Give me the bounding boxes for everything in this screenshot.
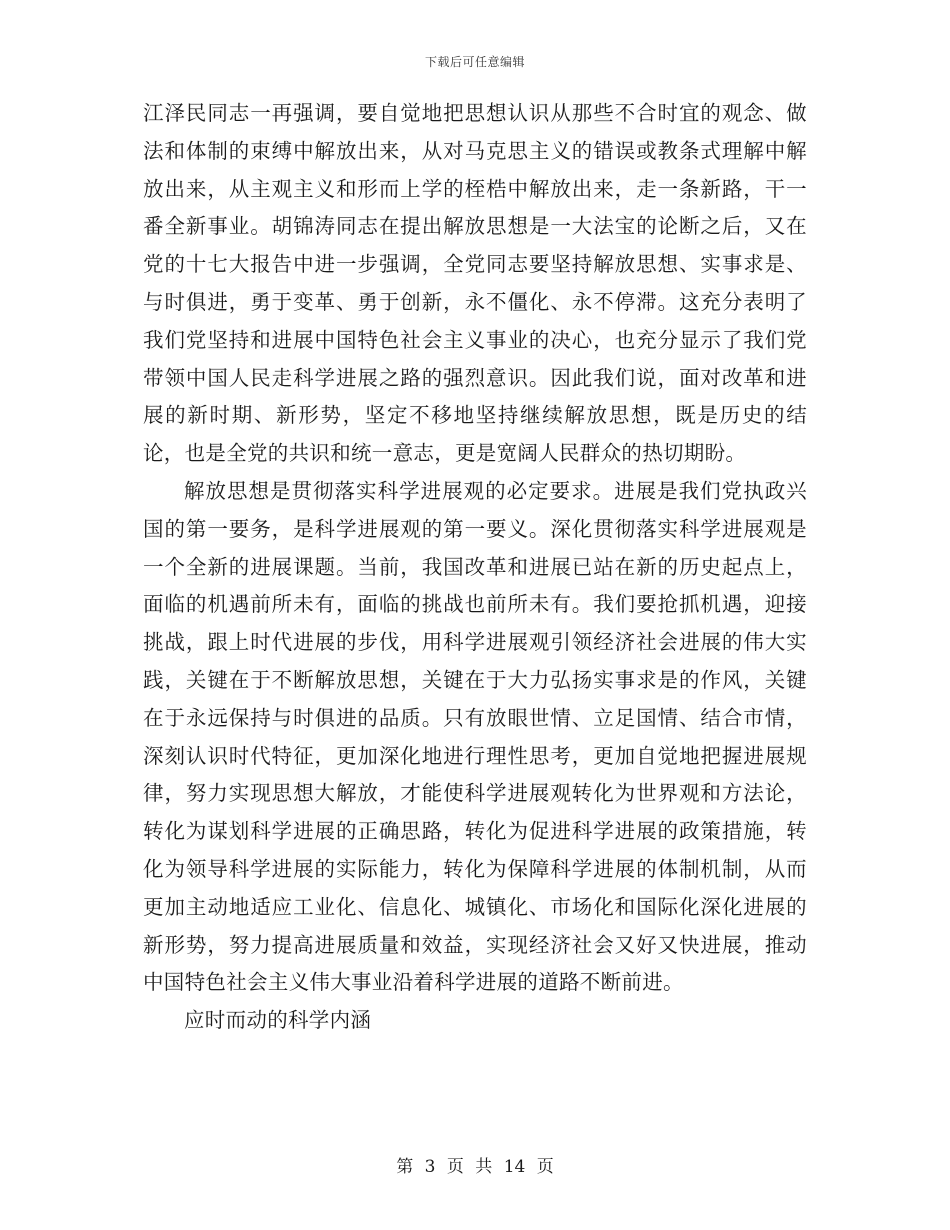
paragraph-continued: 江泽民同志一再强调，要自觉地把思想认识从那些不合时宜的观念、做法和体制的束缚中解放出来，从对马克思主义的错误或教条式理解中解放出来，从主观主义和形而上学的桎梏中解放出来，走一条新路，干一番全新事业。胡锦涛同志在提出解放思想是一大法宝的论断之后，又在党的十七大报告中进一步强调，全党同志要坚持解放思想、实事求是、与时俱进，勇于变革、勇于创新，永不僵化、永不停滞。这充分表明了我们党坚持和进展中国特色社会主义事业的决心，也充分显示了我们党带领中国人民走科学进展之路的强烈意识。因此我们说，面对改革和进展的新时期、新形势，坚定不移地坚持继续解放思想，既是历史的结论，也是全党的共识和统一意志，更是宽阔人民群众的热切期盼。 <box>143 101 807 466</box>
page-header: 下载后可任意编辑 <box>424 55 525 69</box>
page-number: 第 3 页 共 14 页 <box>396 1157 554 1177</box>
section-heading: 应时而动的科学内涵 <box>184 1008 372 1033</box>
document-body <box>143 95 807 1040</box>
paragraph: 解放思想是贯彻落实科学进展观的必定要求。进展是我们党执政兴国的第一要务，是科学进展观的第一要义。深化贯彻落实科学进展观是一个全新的进展课题。当前，我国改革和进展已站在新的历史起点上，面临的机遇前所未有，面临的挑战也前所未有。我们要抢抓机遇，迎接挑战，跟上时代进展的步伐，用科学进展观引领经济社会进展的伟大实践，关键在于不断解放思想，关键在于大力弘扬实事求是的作风，关键在于永远保持与时俱进的品质。只有放眼世情、立足国情、结合市情，深刻认识时代特征，更加深化地进行理性思考，更加自觉地把握进展规律，努力实现思想大解放，才能使科学进展观转化为世界观和方法论，转化为谋划科学进展的正确思路，转化为促进科学进展的政策措施，转化为领导科学进展的实际能力，转化为保障科学进展的体制机制，从而更加主动地适应工业化、信息化、城镇化、市场化和国际化深化进展的新形势，努力提高进展质量和效益，实现经济社会又好又快进展，推动中国特色社会主义伟大事业沿着科学进展的道路不断前进。 <box>143 478 807 995</box>
